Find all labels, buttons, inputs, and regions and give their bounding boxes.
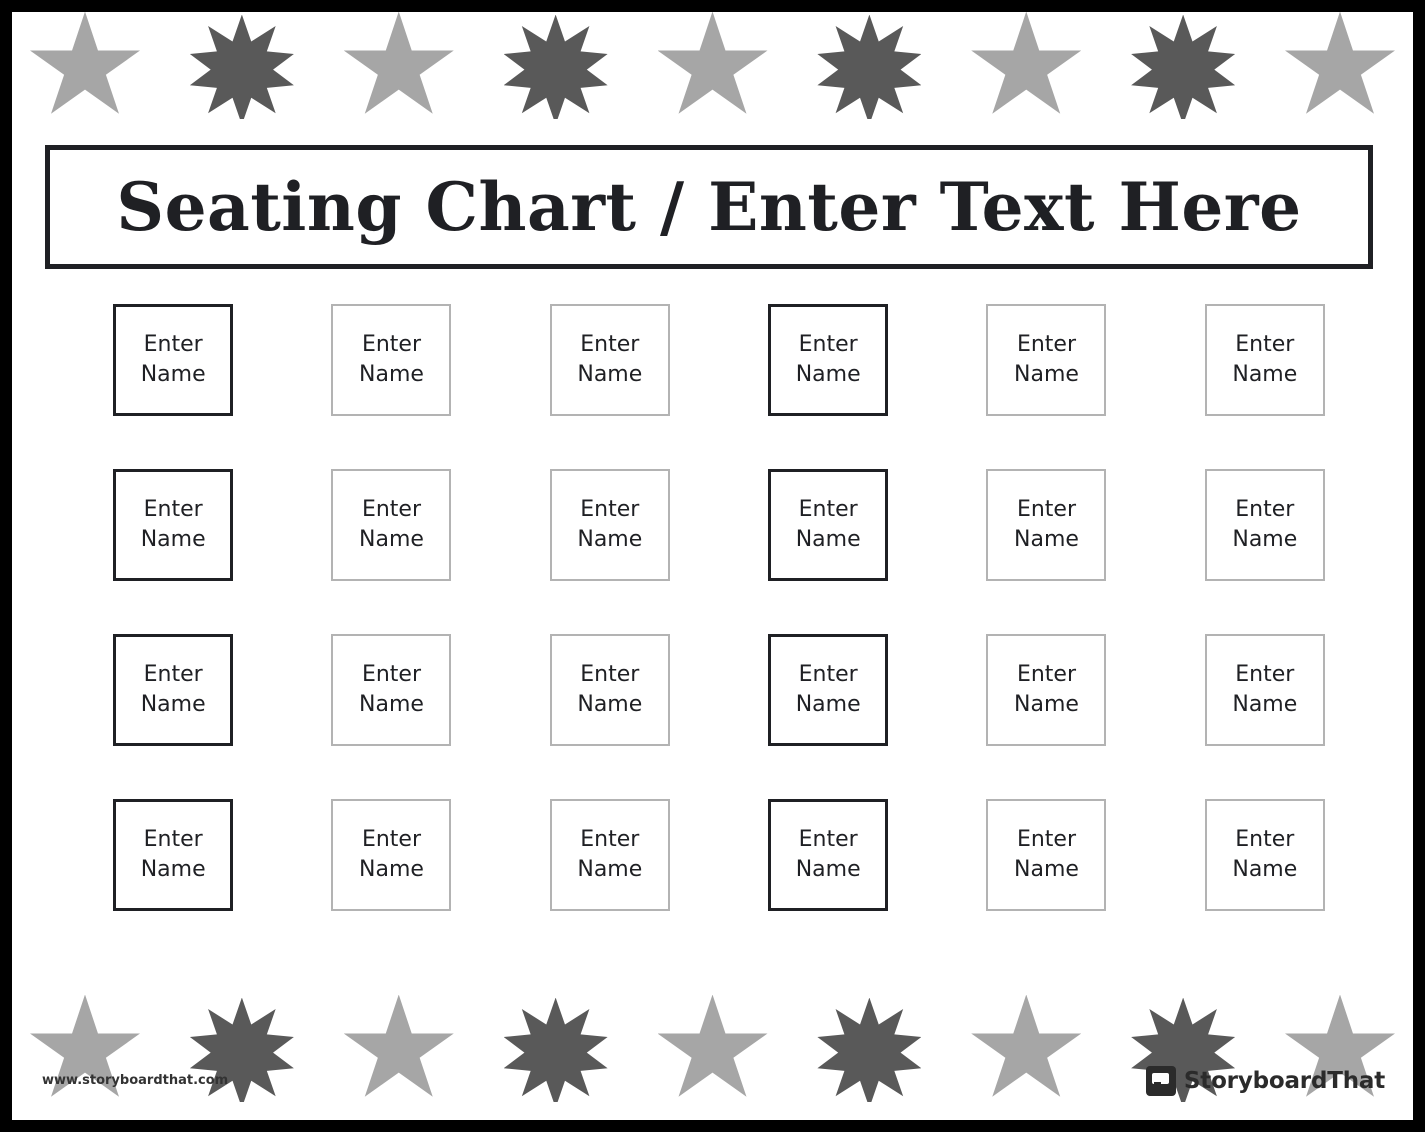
seat-label-line1: Enter bbox=[798, 332, 858, 358]
seat-label-line2: Name bbox=[1232, 692, 1298, 717]
brand-name: StoryboardThat bbox=[1183, 1068, 1385, 1094]
star-5-point-icon bbox=[30, 995, 140, 1105]
star-8-point-icon bbox=[504, 15, 608, 119]
seat-label-line2: Name bbox=[1232, 362, 1298, 387]
seat-cell[interactable] bbox=[986, 304, 1106, 416]
seat-label-line1: Enter bbox=[580, 827, 640, 853]
star-5-point-icon bbox=[971, 12, 1081, 122]
seat-cell[interactable] bbox=[768, 304, 888, 416]
seat-label-line2: Name bbox=[359, 857, 424, 882]
seat-label-line2: Name bbox=[140, 527, 206, 552]
seat-label-line2: Name bbox=[359, 692, 424, 717]
seat-cell[interactable] bbox=[113, 304, 233, 416]
page-inner bbox=[12, 12, 1413, 1120]
seat-grid bbox=[64, 304, 1374, 911]
star-8-point-icon bbox=[817, 15, 921, 119]
seat-cell[interactable] bbox=[1205, 469, 1325, 581]
seat-cell[interactable] bbox=[331, 799, 451, 911]
seat-label-line2: Name bbox=[1014, 527, 1079, 552]
seat-label-line1: Enter bbox=[1235, 332, 1295, 358]
star-8-point-icon bbox=[1131, 15, 1235, 119]
seat-label-line2: Name bbox=[577, 692, 643, 717]
seat-label-line2: Name bbox=[1232, 527, 1298, 552]
top-star-border bbox=[12, 4, 1413, 129]
seat-label-line1: Enter bbox=[143, 827, 203, 853]
seat-label-line2: Name bbox=[1014, 692, 1079, 717]
seat-label-line2: Name bbox=[359, 362, 424, 387]
seat-label-line2: Name bbox=[795, 362, 861, 387]
seat-cell[interactable] bbox=[768, 469, 888, 581]
seat-cell[interactable] bbox=[986, 634, 1106, 746]
seat-cell[interactable] bbox=[1205, 634, 1325, 746]
seat-label-line1: Enter bbox=[1016, 662, 1077, 688]
seat-label-line1: Enter bbox=[798, 827, 858, 853]
seat-label-line1: Enter bbox=[580, 497, 640, 523]
star-5-point-icon bbox=[658, 12, 768, 122]
footer-url[interactable]: www.storyboardthat.com bbox=[42, 1073, 229, 1088]
seat-label-line1: Enter bbox=[143, 662, 203, 688]
seat-label-line2: Name bbox=[577, 857, 643, 882]
seat-label-line2: Name bbox=[1014, 362, 1079, 387]
seat-label-line1: Enter bbox=[1235, 827, 1295, 853]
seat-label-line1: Enter bbox=[1016, 332, 1077, 358]
seat-label-line1: Enter bbox=[798, 662, 858, 688]
seat-label-line2: Name bbox=[795, 527, 861, 552]
star-8-point-icon bbox=[504, 998, 608, 1102]
seat-cell[interactable] bbox=[331, 469, 451, 581]
seat-label-line1: Enter bbox=[798, 497, 858, 523]
brand-logo bbox=[1146, 1066, 1385, 1096]
speech-bubble-icon bbox=[1146, 1066, 1176, 1096]
seat-label-line2: Name bbox=[359, 527, 424, 552]
seat-label-line2: Name bbox=[795, 857, 861, 882]
seat-label-line2: Name bbox=[577, 362, 643, 387]
star-5-point-icon bbox=[971, 995, 1081, 1105]
seat-label-line1: Enter bbox=[361, 497, 422, 523]
seat-label-line1: Enter bbox=[1235, 662, 1295, 688]
title-box[interactable] bbox=[45, 145, 1373, 269]
seat-cell[interactable] bbox=[113, 799, 233, 911]
seat-cell[interactable] bbox=[113, 634, 233, 746]
seat-label-line2: Name bbox=[140, 692, 206, 717]
star-5-point-icon bbox=[658, 995, 768, 1105]
seat-label-line2: Name bbox=[577, 527, 643, 552]
page-title: Seating Chart / Enter Text Here bbox=[116, 168, 1302, 246]
seat-label-line1: Enter bbox=[1016, 497, 1077, 523]
seat-label-line1: Enter bbox=[1235, 497, 1295, 523]
seat-label-line2: Name bbox=[1014, 857, 1079, 882]
star-5-point-icon bbox=[344, 995, 454, 1105]
seat-cell[interactable] bbox=[113, 469, 233, 581]
seat-label-line1: Enter bbox=[580, 332, 640, 358]
star-8-point-icon bbox=[817, 998, 921, 1102]
star-5-point-icon bbox=[344, 12, 454, 122]
seat-label-line1: Enter bbox=[1016, 827, 1077, 853]
seat-cell[interactable] bbox=[768, 799, 888, 911]
seat-cell[interactable] bbox=[986, 469, 1106, 581]
seat-label-line2: Name bbox=[140, 362, 206, 387]
star-8-point-icon bbox=[190, 15, 294, 119]
star-5-point-icon bbox=[1285, 12, 1395, 122]
seat-cell[interactable] bbox=[550, 304, 670, 416]
seat-label-line2: Name bbox=[140, 857, 206, 882]
star-5-point-icon bbox=[30, 12, 140, 122]
seat-cell[interactable] bbox=[986, 799, 1106, 911]
seat-label-line1: Enter bbox=[361, 332, 422, 358]
seat-label-line1: Enter bbox=[143, 332, 203, 358]
seat-label-line1: Enter bbox=[143, 497, 203, 523]
seat-label-line2: Name bbox=[1232, 857, 1298, 882]
seat-label-line1: Enter bbox=[361, 827, 422, 853]
seat-cell[interactable] bbox=[1205, 304, 1325, 416]
seat-cell[interactable] bbox=[550, 469, 670, 581]
seat-cell[interactable] bbox=[331, 634, 451, 746]
seat-cell[interactable] bbox=[550, 634, 670, 746]
seat-cell[interactable] bbox=[331, 304, 451, 416]
seat-label-line2: Name bbox=[795, 692, 861, 717]
seat-cell[interactable] bbox=[1205, 799, 1325, 911]
seat-label-line1: Enter bbox=[361, 662, 422, 688]
seat-cell[interactable] bbox=[550, 799, 670, 911]
seat-cell[interactable] bbox=[768, 634, 888, 746]
seat-label-line1: Enter bbox=[580, 662, 640, 688]
